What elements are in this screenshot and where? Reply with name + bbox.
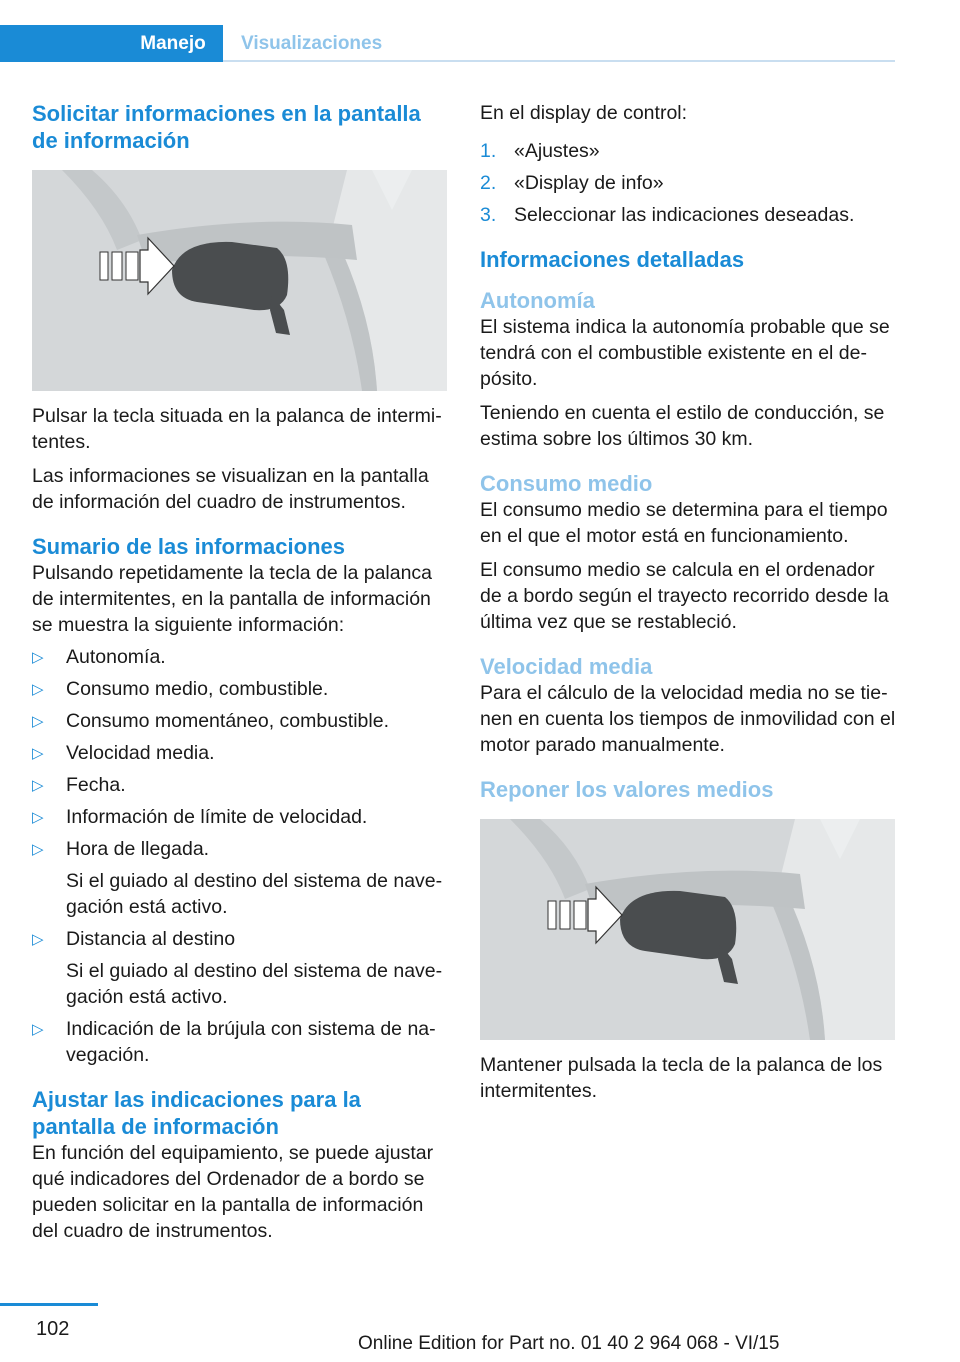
heading-detalladas: Informaciones detalladas [480,247,745,272]
list-item-note: Si el guiado al destino del sistema de navegación está activo. [66,870,443,918]
list-item: ▷ Indicación de la brújula con sistema de navegación. [32,1018,436,1066]
list-item-note: Si el guiado al destino del sistema de navegación está activo. [66,960,443,1008]
paragraph-autonomia-1: El sistema indica la autonomía probable que se tendrá con el combustible existente en el depósito. [480,316,890,390]
triangle-bullet-icon: ▷ [32,1021,44,1038]
header-accent-bar [0,25,123,62]
triangle-bullet-icon: ▷ [32,649,44,666]
step-number: 1. [480,140,497,162]
step-item: 2. «Display de info» [480,172,664,194]
header-chapter-tab[interactable]: Manejo [123,25,223,62]
list-item: ▷ Fecha. [32,772,448,798]
triangle-bullet-icon: ▷ [32,681,44,698]
heading-sumario: Sumario de las informaciones [32,534,345,559]
step-number: 2. [480,172,497,194]
lever-button-illustration [32,170,447,391]
list-item: ▷ Distancia al destino Si el guiado al destino del sistema de navegación está activo. [32,926,448,1010]
paragraph-consumo-2: El consumo medio se calcula en el ordenador de a bordo según el trayecto recorrido desde la última vez que se restableció. [480,559,889,633]
heading-solicitar: Solicitar informaciones en la pantalla de información [32,101,421,153]
list-item: ▷ Información de límite de velocidad. [32,804,448,830]
paragraph-sumario: Pulsando repetidamente la tecla de la palanca de intermitentes, en la pantalla de información se muestra la siguiente información: [32,562,433,636]
steps-list [480,138,896,228]
heading-reponer: Reponer los valores medios [480,777,774,802]
page-number: 102 [36,1318,70,1340]
step-number: 3. [480,204,497,226]
triangle-bullet-icon: ▷ [32,777,44,794]
triangle-bullet-icon: ▷ [32,809,44,826]
info-list [32,644,448,1068]
triangle-bullet-icon: ▷ [32,713,44,730]
left-column [32,100,448,1244]
paragraph-display: En el display de control: [480,102,688,124]
paragraph-visualizan: Las informaciones se visualizan en la pantalla de información del cuadro de instrumentos. [32,465,429,513]
step-item: 1. «Ajustes» [480,140,600,162]
paragraph-mantener: Mantener pulsada la tecla de la palanca de los intermitentes. [480,1054,883,1102]
paragraph-pulsar: Pulsar la tecla situada en la palanca de intermitentes. [32,405,442,453]
list-item: ▷ Autonomía. [32,644,448,670]
heading-velocidad: Velocidad media [480,654,653,679]
paragraph-velocidad: Para el cálculo de la velocidad media no se tienen en cuenta los tiempos de inmovilidad con el motor parado manualmente. [480,682,896,756]
list-item: ▷ Consumo medio, combustible. [32,676,448,702]
list-item: ▷ Consumo momentáneo, combustible. [32,708,448,734]
triangle-bullet-icon: ▷ [32,931,44,948]
triangle-bullet-icon: ▷ [32,745,44,762]
footer-edition: Online Edition for Part no. 01 40 2 964 068 - VI/15 [358,1333,780,1354]
list-item: ▷ Velocidad media. [32,740,448,766]
footer-rule [0,1303,98,1306]
header-rule [223,60,895,62]
lever-button-illustration [480,819,895,1040]
step-item: 3. Seleccionar las indicaciones deseadas. [480,204,855,226]
right-column [480,100,896,1104]
paragraph-consumo-1: El consumo medio se determina para el tiempo en el que el motor está en funcionamiento. [480,499,888,547]
paragraph-ajustar: En función del equipamiento, se puede ajustar qué indicadores del Ordenador de a bordo se pueden solicitar en la pantalla de información del cuadro de instrumentos. [32,1142,434,1242]
paragraph-autonomia-2: Teniendo en cuenta el estilo de conducción, se estima sobre los últimos 30 km. [480,402,885,450]
header-section-tab[interactable]: Visualizaciones [241,33,383,54]
list-item: ▷ Hora de llegada. Si el guiado al destino del sistema de navegación está activo. [32,836,448,920]
triangle-bullet-icon: ▷ [32,841,44,858]
heading-ajustar: Ajustar las indicaciones para la pantalla de información [32,1087,361,1139]
heading-consumo: Consumo medio [480,471,653,496]
heading-autonomia: Autonomía [480,288,595,313]
